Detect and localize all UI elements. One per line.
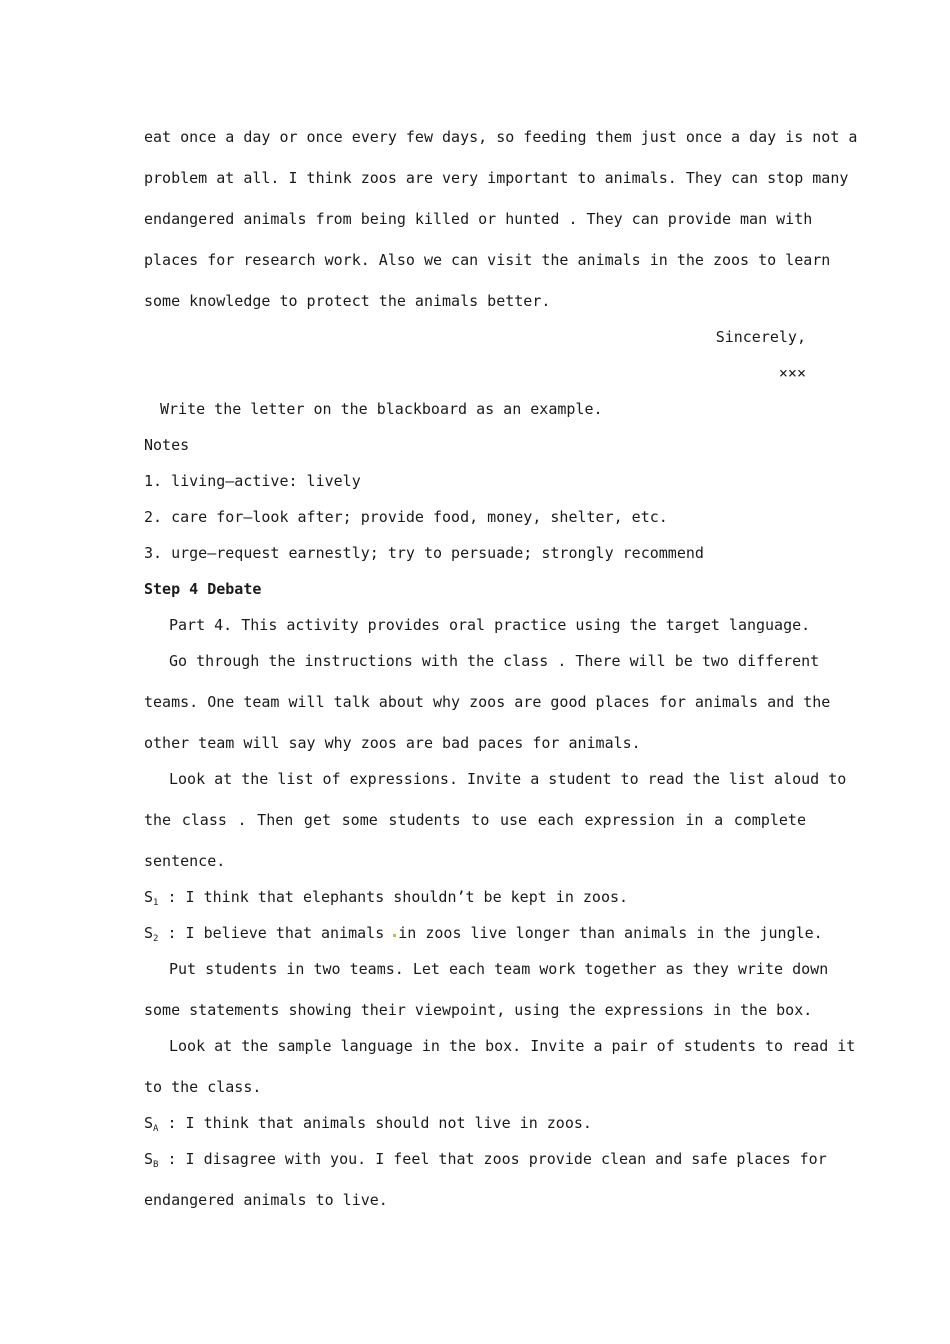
speaker-label: S — [144, 1150, 154, 1168]
example-text-start: : I believe that animals — [158, 924, 394, 942]
para2-line-1: Look at the list of expressions. Invite a student to read the list aloud to — [169, 770, 847, 788]
example-sb — [144, 1148, 827, 1170]
example-text: : I think that elephants shouldn’t be kept in zoos. — [158, 888, 629, 906]
notes-heading: Notes — [144, 436, 190, 454]
part4-text: Part 4. This activity provides oral practice using the target language. — [169, 616, 811, 634]
note-item-3: 3. urge—request earnestly; try to persuade; strongly recommend — [144, 544, 704, 562]
example-sb-line-2: endangered animals to live. — [144, 1191, 388, 1209]
example-s1 — [144, 886, 806, 908]
speaker-label: S — [144, 888, 154, 906]
letter-signature: ××× — [778, 364, 806, 382]
letter-closing: Sincerely, — [715, 328, 806, 346]
example-s2 — [144, 922, 823, 944]
speaker-subscript: 2 — [153, 934, 159, 944]
example-text: : I think that animals should not live in zoos. — [158, 1114, 592, 1132]
speaker-subscript: B — [153, 1160, 159, 1170]
letter-line-5: some knowledge to protect the animals better. — [144, 292, 551, 310]
example-text: : I disagree with you. I feel that zoos provide clean and safe places for — [158, 1150, 827, 1168]
note-item-1: 1. living—active: lively — [144, 472, 361, 490]
speaker-subscript: 1 — [153, 898, 159, 908]
speaker-label: S — [144, 1114, 154, 1132]
speaker-subscript: A — [153, 1124, 159, 1134]
letter-line-4: places for research work. Also we can visit the animals in the zoos to learn — [144, 251, 831, 269]
para2-line-3: sentence. — [144, 852, 226, 870]
para4-line-2: to the class. — [144, 1078, 262, 1096]
letter-line-1: eat once a day or once every few days, so feeding them just once a day is not a — [144, 128, 858, 146]
speaker-label: S — [144, 924, 154, 942]
para1-line-1: Go through the instructions with the class . There will be two different — [169, 652, 820, 670]
para1-line-3: other team will say why zoos are bad paces for animals. — [144, 734, 641, 752]
note-item-2: 2. care for—look after; provide food, money, shelter, etc. — [144, 508, 668, 526]
para1-line-2: teams. One team will talk about why zoos are good places for animals and the — [144, 693, 831, 711]
para2-line-2: the class . Then get some students to use each expression in a complete — [144, 811, 806, 829]
letter-line-3: endangered animals from being killed or hunted . They can provide man with — [144, 210, 813, 228]
para3-line-1: Put students in two teams. Let each team work together as they write down — [169, 960, 829, 978]
example-sa — [144, 1112, 806, 1134]
example-text-end: in zoos live longer than animals in the jungle. — [398, 924, 823, 942]
letter-line-2: problem at all. I think zoos are very important to animals. They can stop many — [144, 169, 849, 187]
stray-mark — [393, 934, 396, 937]
para3-line-2: some statements showing their viewpoint, using the expressions in the box. — [144, 1001, 813, 1019]
step4-heading: Step 4 Debate — [144, 580, 262, 598]
para4-line-1: Look at the sample language in the box. Invite a pair of students to read it — [169, 1037, 856, 1055]
instruction-text: Write the letter on the blackboard as an example. — [160, 400, 603, 418]
